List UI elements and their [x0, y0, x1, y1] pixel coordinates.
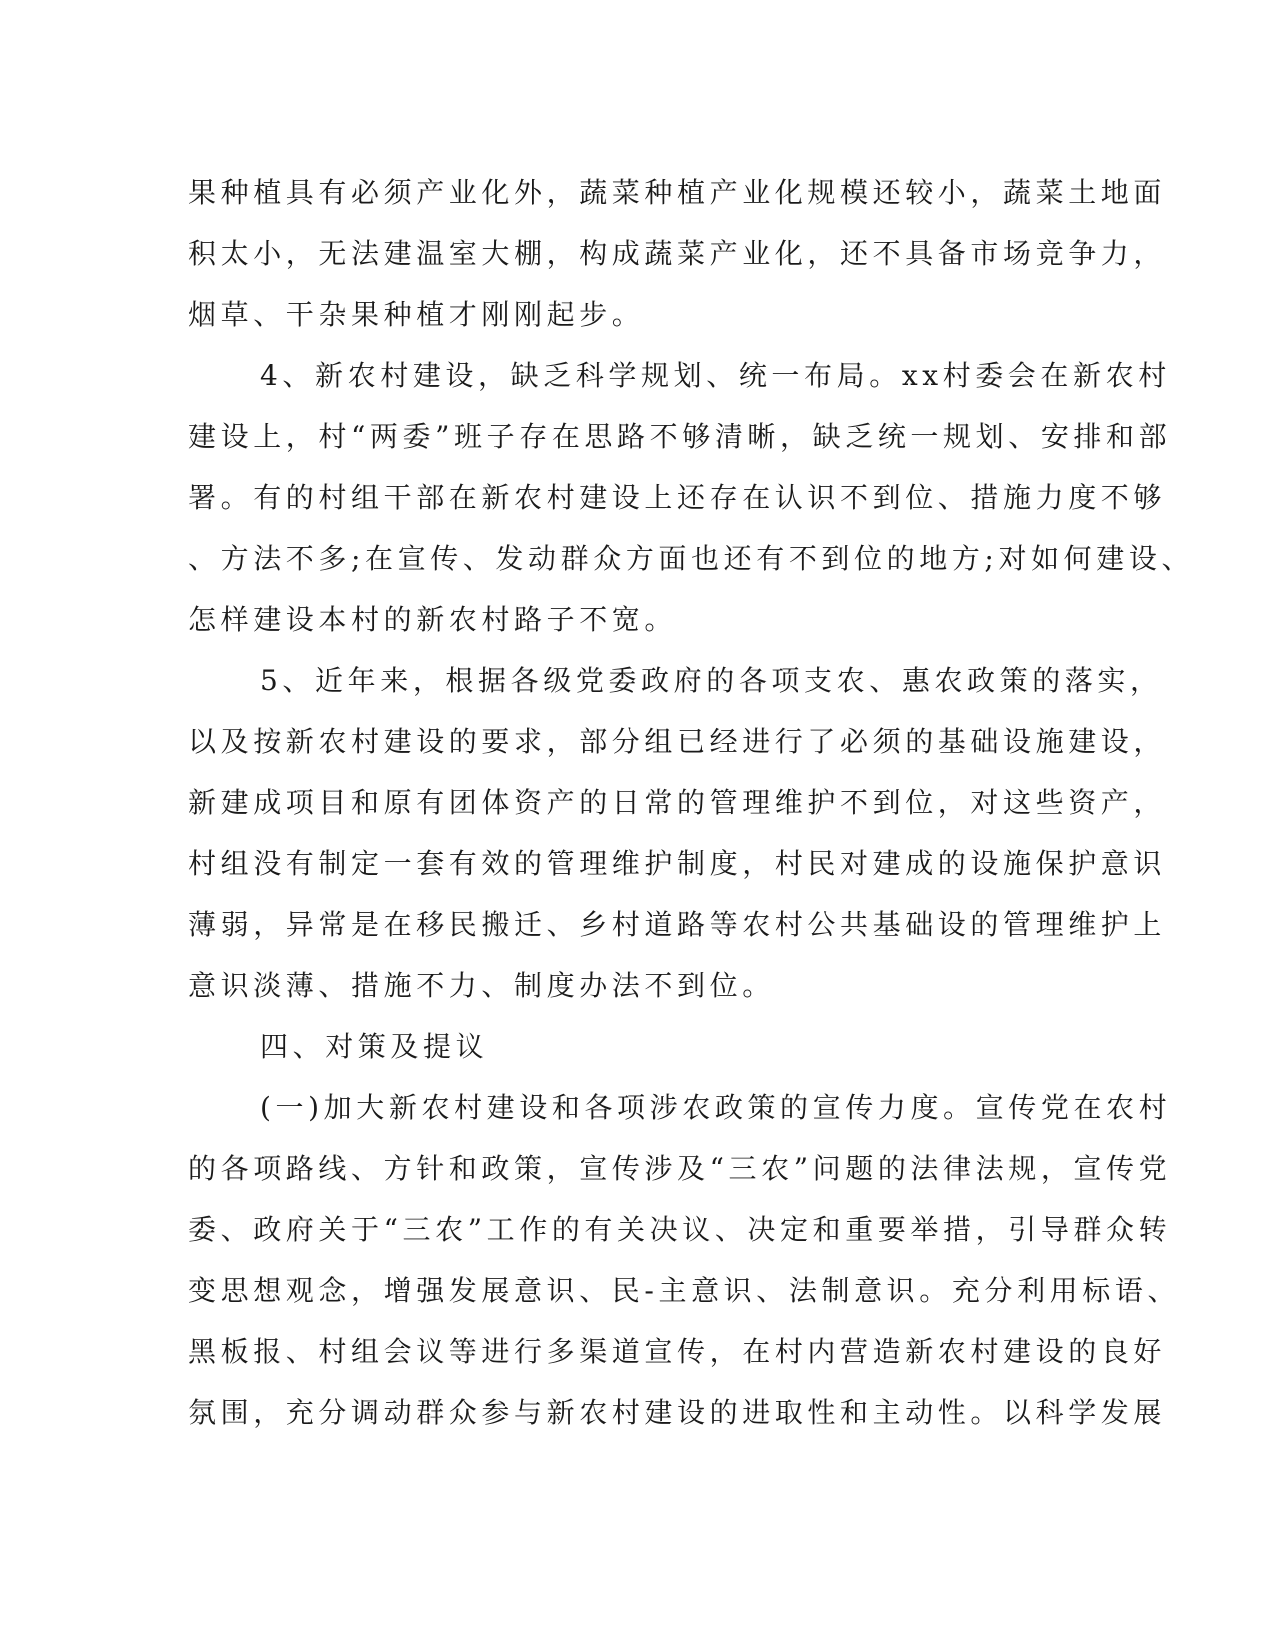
text-line: 果种植具有必须产业化外，蔬菜种植产业化规模还较小，蔬菜土地面	[188, 176, 1167, 209]
text-line: 新建成项目和原有团体资产的日常的管理维护不到位，对这些资产，	[188, 786, 1167, 819]
paragraph-start: 4、新农村建设，缺乏科学规划、统一布局。xx村委会在新农村	[260, 359, 1171, 392]
text-line: 氛围，充分调动群众参与新农村建设的进取性和主动性。以科学发展	[188, 1396, 1167, 1429]
text-line: 积太小，无法建温室大棚，构成蔬菜产业化，还不具备市场竞争力，	[188, 237, 1167, 270]
section-heading: 四、对策及提议	[260, 1030, 489, 1063]
text-line: 以及按新农村建设的要求，部分组已经进行了必须的基础设施建设，	[188, 725, 1167, 758]
text-line: 变思想观念，增强发展意识、民-主意识、法制意识。充分利用标语、	[188, 1274, 1181, 1307]
text-line: 意识淡薄、措施不力、制度办法不到位。	[188, 969, 775, 1002]
text-line: 的各项路线、方针和政策，宣传涉及“三农”问题的法律法规，宣传党	[188, 1152, 1172, 1185]
text-line: 委、政府关于“三农”工作的有关决议、决定和重要举措，引导群众转	[188, 1213, 1172, 1246]
text-line: 黑板报、村组会议等进行多渠道宣传，在村内营造新农村建设的良好	[188, 1335, 1167, 1368]
document-body	[188, 162, 1195, 1443]
paragraph-start: 5、近年来，根据各级党委政府的各项支农、惠农政策的落实，	[260, 664, 1163, 697]
text-line: 建设上，村“两委”班子存在思路不够清晰，缺乏统一规划、安排和部	[188, 420, 1172, 453]
paragraph-start: (一)加大新农村建设和各项涉农政策的宣传力度。宣传党在农村	[260, 1091, 1172, 1124]
text-line: 村组没有制定一套有效的管理维护制度，村民对建成的设施保护意识	[188, 847, 1167, 880]
text-line: 、方法不多;在宣传、发动群众方面也还有不到位的地方;对如何建设、	[188, 542, 1195, 575]
text-line: 薄弱，异常是在移民搬迁、乡村道路等农村公共基础设的管理维护上	[188, 908, 1167, 941]
text-line: 烟草、干杂果种植才刚刚起步。	[188, 298, 645, 331]
text-line: 署。有的村组干部在新农村建设上还存在认识不到位、措施力度不够	[188, 481, 1167, 514]
text-line: 怎样建设本村的新农村路子不宽。	[188, 603, 678, 636]
